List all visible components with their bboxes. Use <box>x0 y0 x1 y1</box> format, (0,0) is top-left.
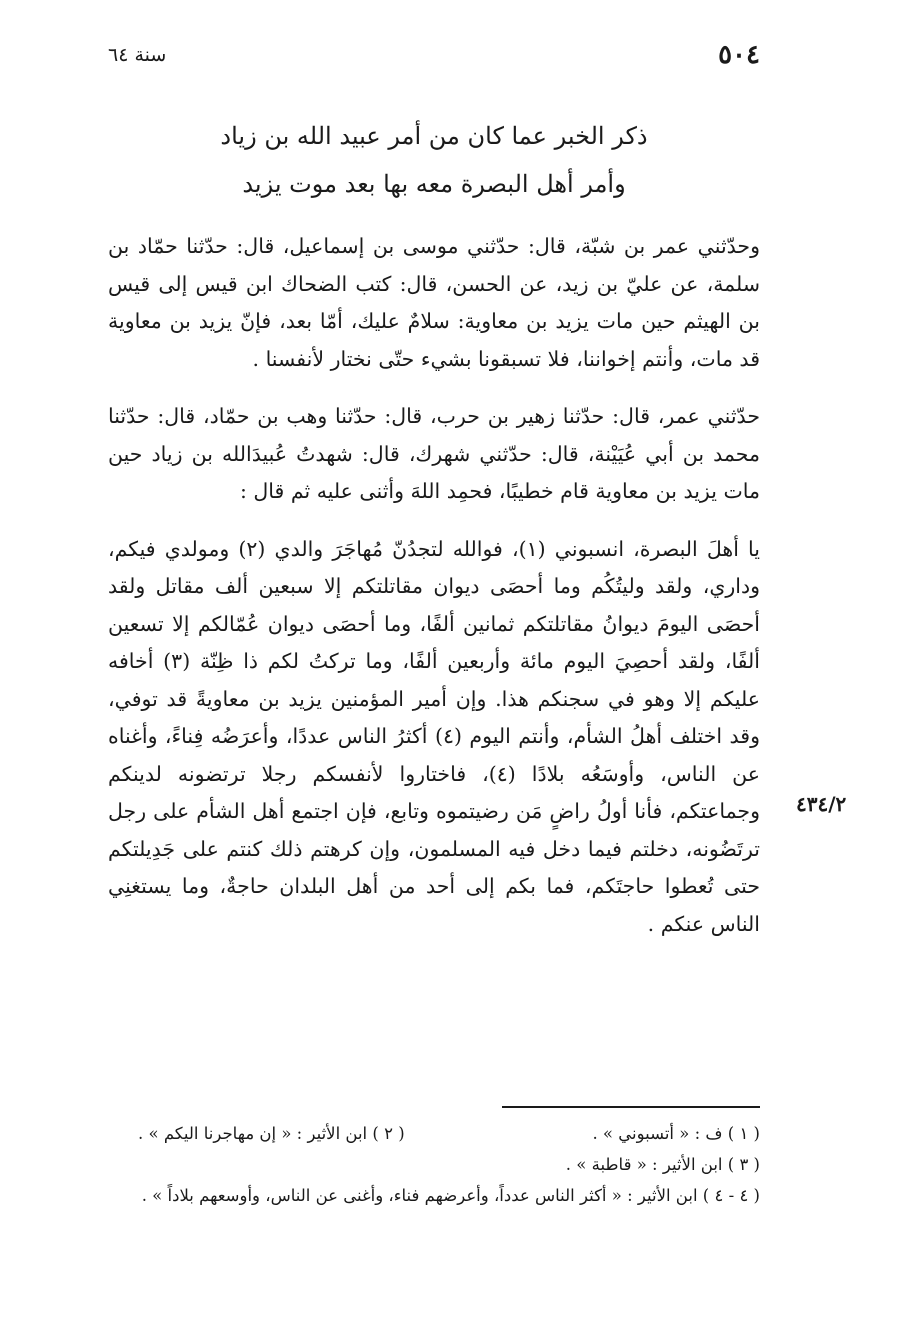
section-title-line-1: ذكر الخبر عما كان من أمر عبيد الله بن زياد <box>220 122 648 150</box>
footnote-3: ( ٣ ) ابن الأثير : « قاطبة » . <box>565 1155 760 1174</box>
footnote-4: ( ٤ - ٤ ) ابن الأثير : « أكثر الناس عدداً، وأعرضهم فناء، وأغنى عن الناس، وأوسعهم بلاداً » . <box>141 1186 760 1205</box>
footnote-divider <box>502 1106 760 1108</box>
paragraph-1: وحدّثني عمر بن شبّة، قال: حدّثني موسى بن إسماعيل، قال: حدّثنا حمّاد بن سلمة، عن عليّ بن زيد، عن الحسن، قال: كتب الضحاك ابن قيس إلى قيس بن الهيثم حين مات يزيد بن معاوية: سلامٌ عليك، أمّا بعد، فإنّ يزيد بن معاوية قد مات، وأنتم إخواننا، فلا تسبقونا بشيء حتّى نختار لأنفسنا . <box>108 234 760 371</box>
body-text <box>108 228 760 963</box>
paragraph-2: حدّثني عمر، قال: حدّثنا زهير بن حرب، قال: حدّثنا وهب بن حمّاد، قال: حدّثنا محمد بن أبي عُيَيْنة، قال: حدّثني شهرك، قال: شهدتُ عُبيدَالله بن زياد حين مات يزيد بن معاوية قام خطيبًا، فحمِد اللهَ وأثنى عليه ثم قال : <box>108 404 760 503</box>
footnote-row-3 <box>108 1180 760 1211</box>
page-header <box>108 40 760 76</box>
footnote-2: ( ٢ ) ابن الأثير : « إن مهاجرنا اليكم » . <box>138 1124 405 1143</box>
paragraph-3: يا أهلَ البصرة، انسبوني (١)، فوالله لتجدُنّ مُهاجَرَ والدي (٢) ومولدي فيكم، وداري، ولقد وليتُكُم وما أحصَى ديوان مقاتلتكم إلا سبعين ألف مقاتل ولقد أحصَى اليومَ ديوانُ مقاتلتكم ثمانين ألفًا، وما أحصَى ديوان عُمّالكم إلا تسعين ألفًا، ولقد أحصِيَ اليوم مائة وأربعين ألفًا، وما تركتُ لكم ذا ظِنّة (٣) أخافه عليكم إلا وهو في سجنكم هذا. وإن أمير المؤمنين يزيد بن معاويةً قد توفي، وقد اختلف أهلُ الشأم، وأنتم اليوم (٤) أكثرُ الناس عددًا، وأعرَضُه فِناءً، وأغناه عن الناس، وأوسَعُه بلادًا (٤)، فاختاروا لأنفسكم رجلا ترتضونه لدينكم وجماعتكم، فأنا أولُ راضٍ مَن رضيتموه وتابع، فإن اجتمع أهل الشأم على رجل ترتَضُونه، دخلتم فيما دخل فيه المسلمون، وإن كرهتم ذلك كنتم على جَدِيلتكم حتى تُعطوا حاجتَكم، فما بكم إلى أحد من أهل البلدان حاجةٌ، وما يستغنِي الناس عنكم . <box>108 536 760 936</box>
footnote-row-2 <box>108 1149 760 1180</box>
page-number: ٥٠٤ <box>718 40 760 70</box>
section-title-line-2: وأمر أهل البصرة معه بها بعد موت يزيد <box>242 170 626 198</box>
margin-reference: ٤٣٤/٢ <box>796 792 847 816</box>
footnote-1: ( ١ ) ف : « أتسبوني » . <box>592 1124 760 1143</box>
running-head-year: سنة ٦٤ <box>108 44 167 66</box>
footnote-row-1 <box>108 1118 760 1149</box>
section-title <box>108 112 760 208</box>
footnotes <box>108 1118 760 1211</box>
